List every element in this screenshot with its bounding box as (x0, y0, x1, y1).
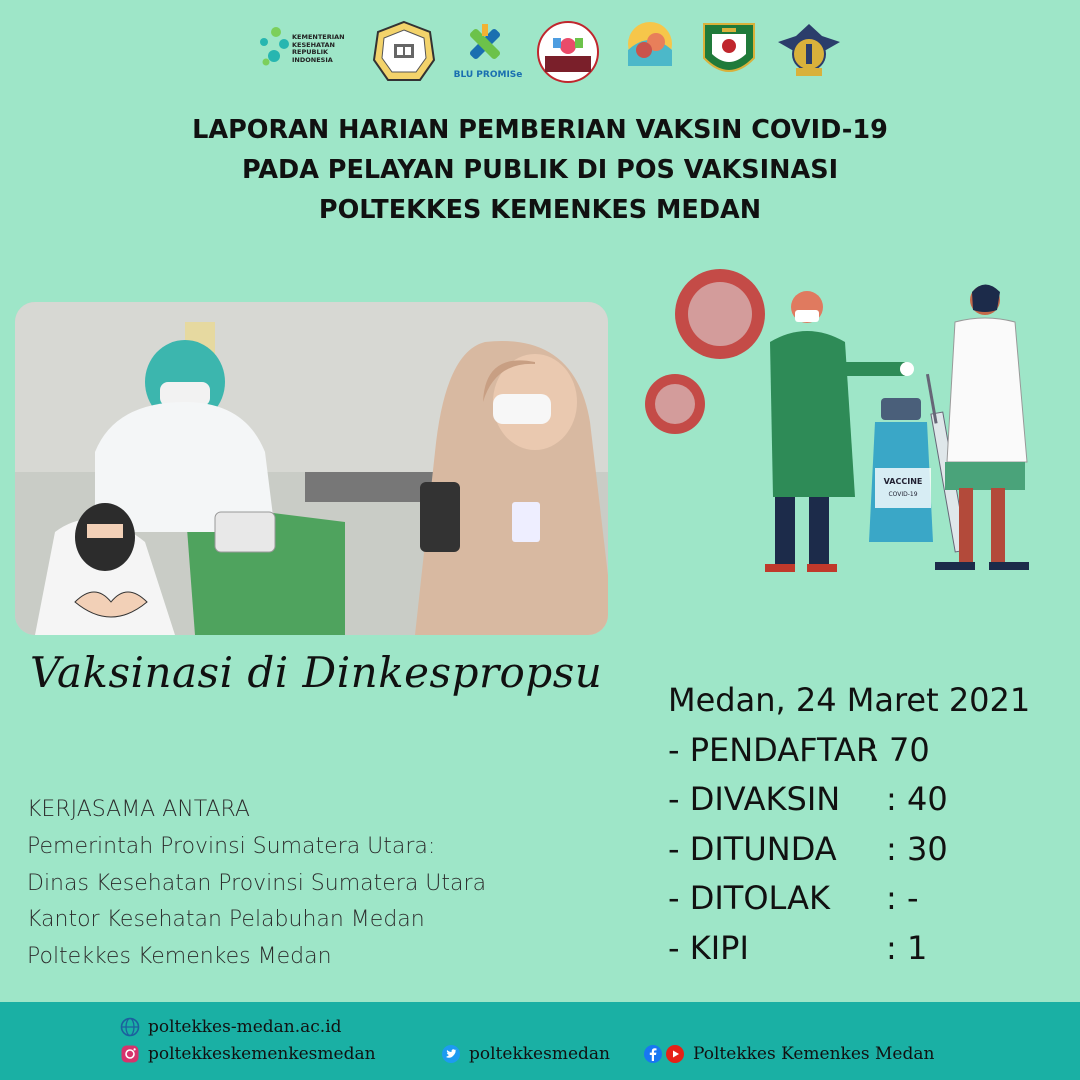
website-text: poltekkes-medan.ac.id (148, 1017, 342, 1037)
kkp-medan-logo (616, 20, 684, 86)
virus-icon (645, 269, 765, 434)
kemenkes-logo-text: KEMENTERIAN KESEHATAN REPUBLIK INDONESIA (292, 33, 345, 64)
vial-label: VACCINE (883, 477, 923, 486)
stat-value: : 30 (886, 829, 948, 868)
title-line-2: PADA PELAYAN PUBLIK DI POS VAKSINASI (241, 155, 839, 185)
report-title (0, 110, 1080, 230)
kemenkes-cross-icon (254, 20, 294, 80)
stat-label: - PENDAFTAR (668, 730, 879, 769)
partner-logos (248, 20, 848, 86)
stat-label: - DITUNDA (668, 829, 837, 868)
cooperation-line: Dinas Kesehatan Provinsi Sumatera Utara (27, 870, 487, 896)
stat-row (668, 825, 1030, 875)
stat-label: - DITOLAK (668, 879, 830, 917)
twitter-text: poltekkesmedan (469, 1044, 610, 1064)
title-line-1: LAPORAN HARIAN PEMBERIAN VAKSIN COVID-19 (192, 115, 888, 145)
dinkes-logo (535, 20, 601, 84)
cooperation-line: Poltekkes Kemenkes Medan (27, 944, 332, 970)
photo-caption: Vaksinasi di Dinkespropsu (30, 648, 603, 697)
globe-icon (120, 1017, 140, 1037)
cooperation-line: Kantor Kesehatan Pelabuhan Medan (27, 907, 425, 933)
stat-row (668, 874, 1030, 924)
blu-promise-logo (448, 20, 528, 86)
report-stats (668, 676, 1030, 973)
facebook-youtube-link[interactable] (643, 1044, 934, 1064)
stat-row (668, 924, 1030, 974)
youtube-icon (665, 1044, 685, 1064)
blu-promise-text: BLU PROMISe (453, 70, 523, 80)
facebook-icon (643, 1044, 663, 1064)
vaccination-photo (15, 302, 608, 635)
vaccine-illustration (635, 262, 1055, 582)
stat-value: : 70 (868, 730, 930, 769)
instagram-icon (120, 1044, 140, 1064)
stat-value: : - (886, 879, 919, 917)
kemenkes-logo (254, 20, 362, 80)
poltekkes-logo (372, 20, 436, 84)
sumut-province-logo (700, 20, 758, 84)
cooperation-line: Pemerintah Provinsi Sumatera Utara: (27, 833, 436, 859)
stat-label: - DIVAKSIN (668, 780, 841, 818)
stat-row (668, 726, 1030, 776)
title-line-3: POLTEKKES KEMENKES MEDAN (318, 195, 762, 225)
twitter-icon (441, 1044, 461, 1064)
instagram-link[interactable] (120, 1044, 376, 1064)
footer (0, 1002, 1080, 1080)
kkp-pelabuhan-logo (776, 20, 842, 82)
vial-sub-label: COVID-19 (888, 491, 918, 498)
cooperation-block (27, 792, 486, 976)
facebook-youtube-text: Poltekkes Kemenkes Medan (693, 1044, 935, 1064)
stat-value: : 1 (886, 928, 928, 967)
stat-value: : 40 (886, 780, 948, 818)
report-date: Medan, 24 Maret 2021 (668, 681, 1031, 719)
stat-row (668, 775, 1030, 825)
website-link[interactable] (120, 1017, 342, 1037)
cooperation-heading: KERJASAMA ANTARA (27, 797, 250, 822)
stat-label: - KIPI (668, 928, 749, 967)
instagram-text: poltekkeskemenkesmedan (148, 1044, 376, 1064)
twitter-link[interactable] (441, 1044, 610, 1064)
vaccine-vial-icon (869, 398, 933, 542)
